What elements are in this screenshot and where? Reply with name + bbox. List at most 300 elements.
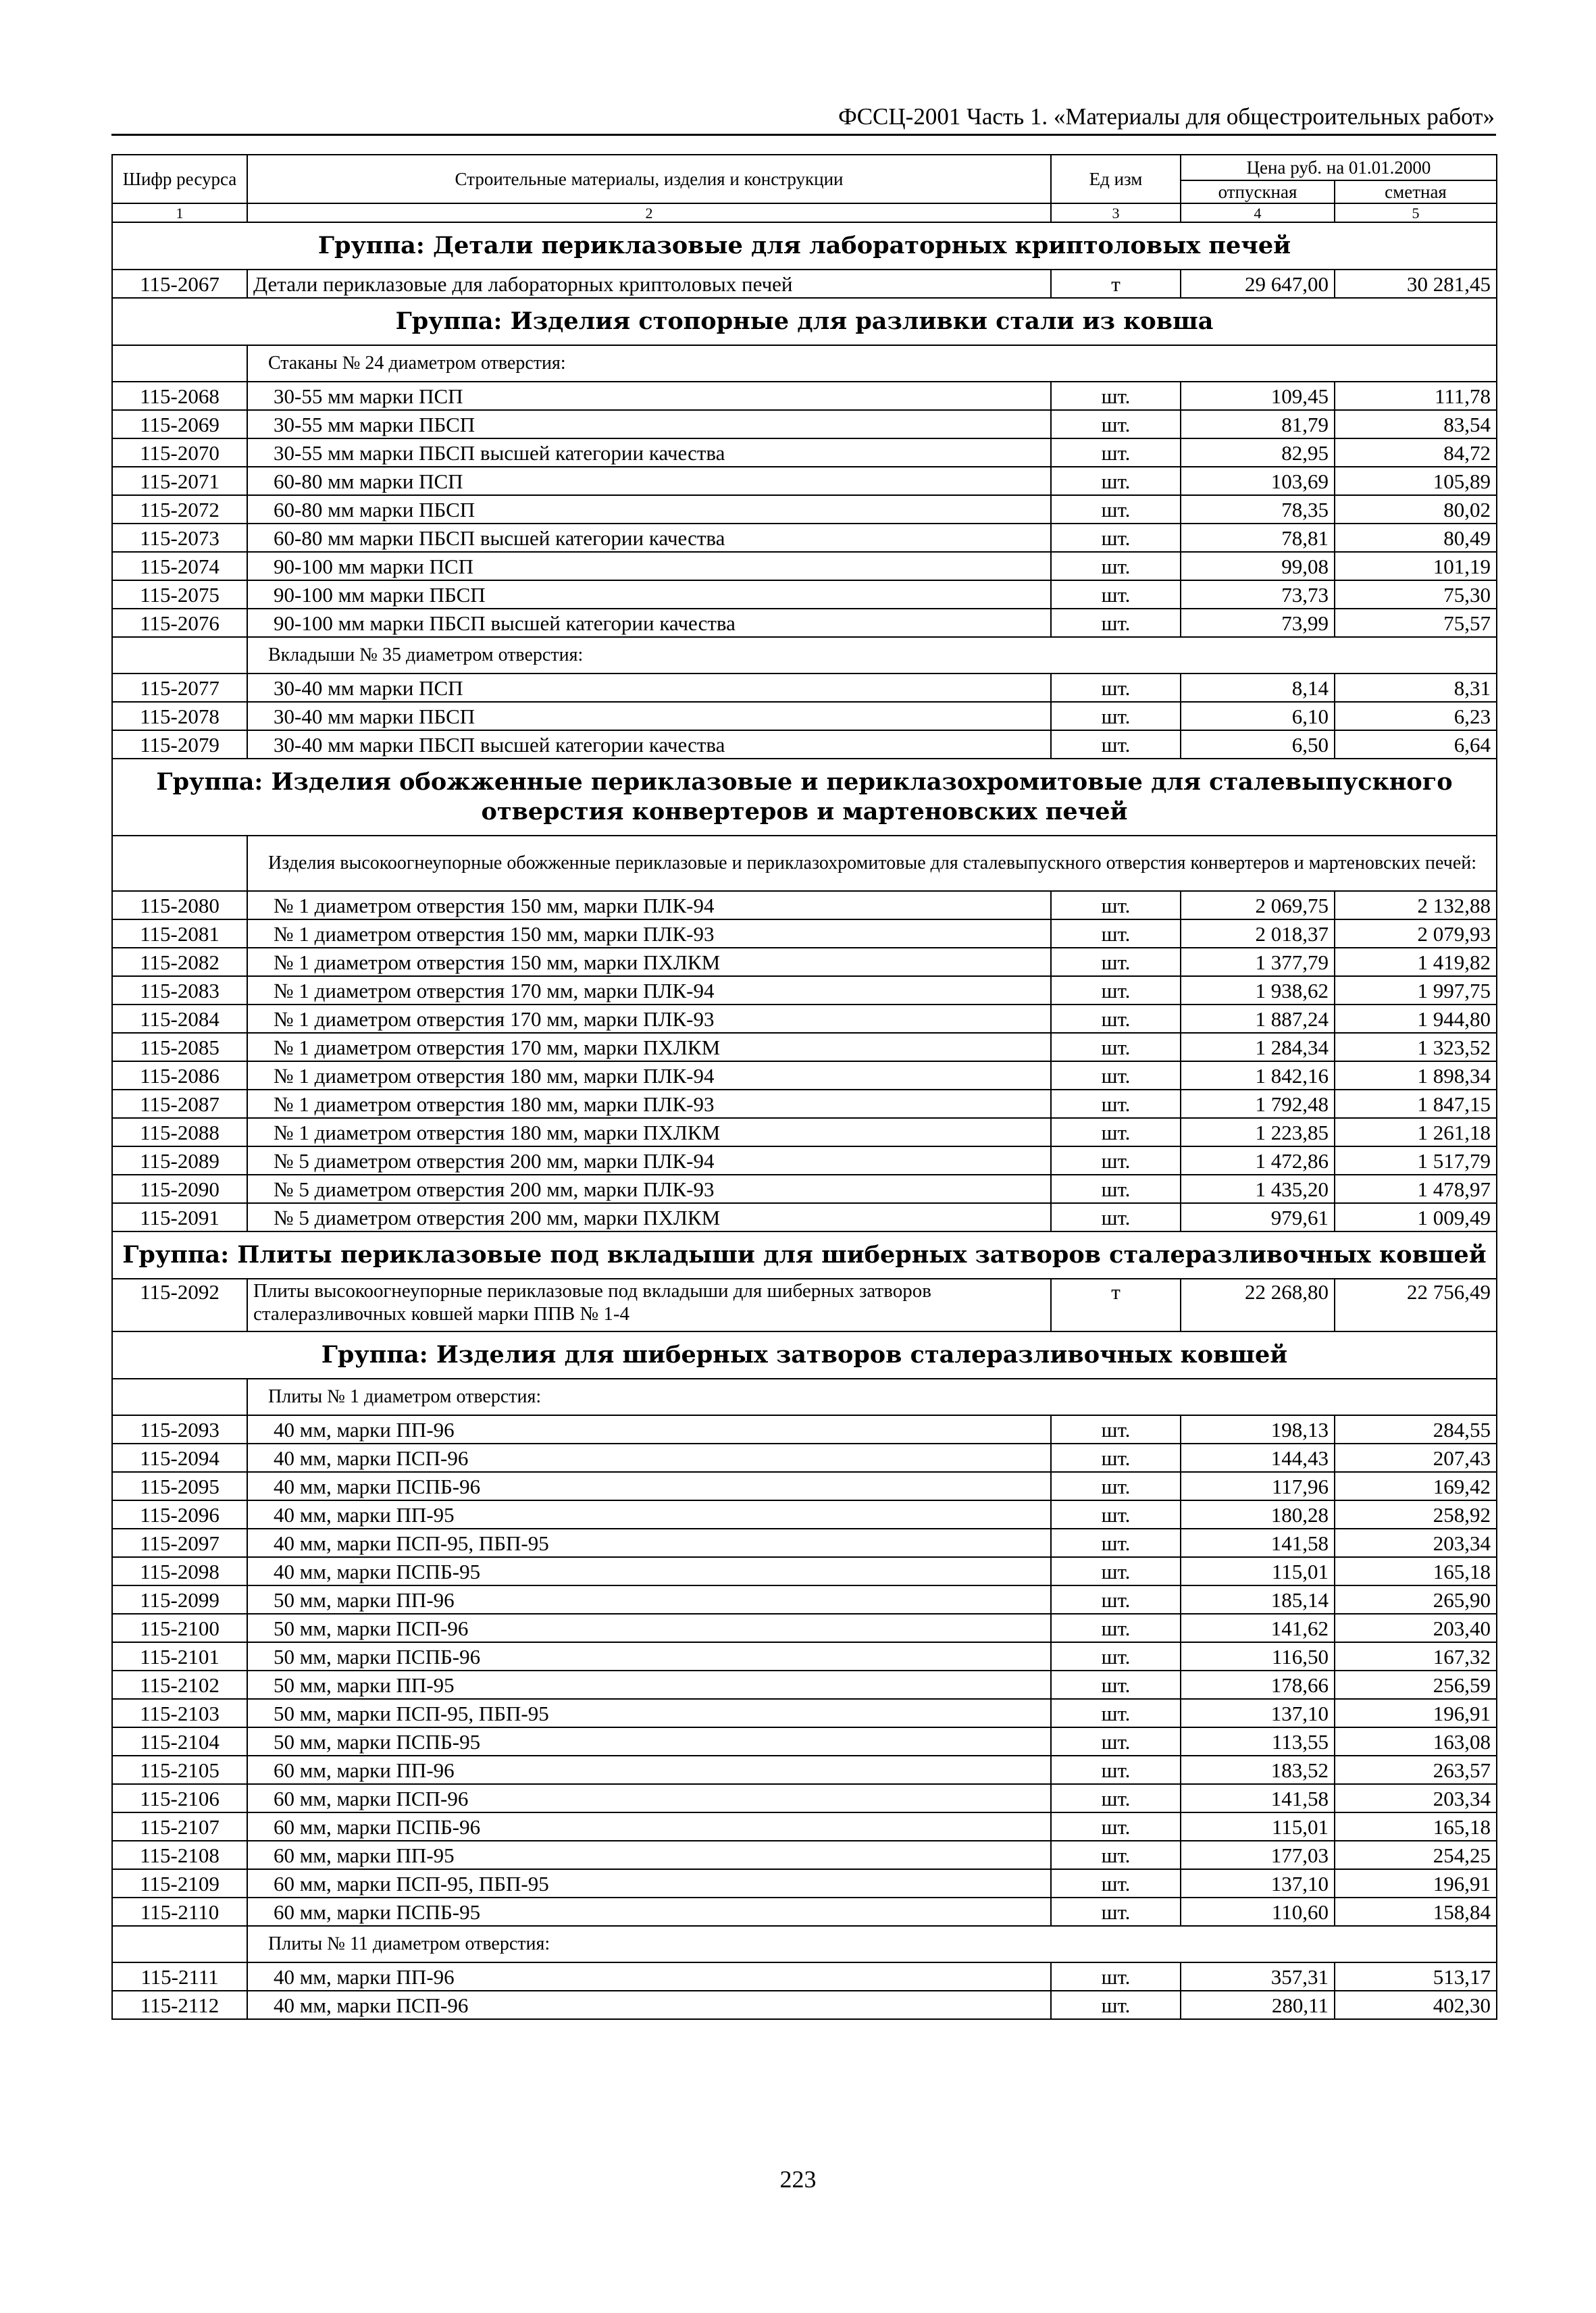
table-row (112, 467, 1497, 495)
resource-code: 115-2104 (112, 1727, 247, 1756)
item-name: № 1 диаметром отверстия 150 мм, марки ПХЛКМ (247, 948, 1051, 976)
resource-code: 115-2098 (112, 1557, 247, 1585)
resource-code: 115-2106 (112, 1784, 247, 1812)
item-unit: т (1051, 1279, 1181, 1331)
item-name: 90-100 мм марки ПБСП (247, 580, 1051, 609)
estimate-price: 1 009,49 (1335, 1203, 1497, 1231)
table-row (112, 438, 1497, 467)
resource-code: 115-2077 (112, 673, 247, 702)
item-unit: шт. (1051, 1415, 1181, 1444)
subheading-text: Вкладыши № 35 диаметром отверстия: (247, 637, 1497, 673)
release-price: 81,79 (1181, 410, 1335, 438)
table-row (112, 552, 1497, 580)
item-name: 30-40 мм марки ПБСП (247, 702, 1051, 730)
group-row (112, 222, 1497, 270)
release-price: 137,10 (1181, 1869, 1335, 1898)
item-name: 40 мм, марки ПП-96 (247, 1415, 1051, 1444)
resource-code: 115-2107 (112, 1812, 247, 1841)
item-name: 50 мм, марки ПП-95 (247, 1671, 1051, 1699)
estimate-price: 254,25 (1335, 1841, 1497, 1869)
release-price: 280,11 (1181, 1991, 1335, 2019)
table-row (112, 1529, 1497, 1557)
table-row (112, 1415, 1497, 1444)
estimate-price: 30 281,45 (1335, 270, 1497, 298)
resource-code: 115-2078 (112, 702, 247, 730)
release-price: 1 792,48 (1181, 1090, 1335, 1118)
page-header: ФССЦ-2001 Часть 1. «Материалы для общестроительных работ» (838, 103, 1495, 130)
empty-cell (112, 345, 247, 382)
release-price: 78,35 (1181, 495, 1335, 524)
resource-code: 115-2074 (112, 552, 247, 580)
item-unit: шт. (1051, 1841, 1181, 1869)
table-row (112, 1727, 1497, 1756)
resource-code: 115-2086 (112, 1061, 247, 1090)
item-unit: шт. (1051, 1203, 1181, 1231)
table-row (112, 673, 1497, 702)
price-table-body (112, 155, 1497, 2019)
table-row (112, 1869, 1497, 1898)
item-unit: шт. (1051, 1642, 1181, 1671)
resource-code: 115-2091 (112, 1203, 247, 1231)
resource-code: 115-2085 (112, 1033, 247, 1061)
item-name: № 1 диаметром отверстия 180 мм, марки ПЛК-94 (247, 1061, 1051, 1090)
estimate-price: 258,92 (1335, 1500, 1497, 1529)
item-name: 60-80 мм марки ПБСП высшей категории качества (247, 524, 1051, 552)
release-price: 6,50 (1181, 730, 1335, 759)
item-unit: шт. (1051, 1614, 1181, 1642)
item-unit: шт. (1051, 702, 1181, 730)
empty-cell (112, 1926, 247, 1962)
table-row (112, 1812, 1497, 1841)
item-name: 40 мм, марки ПСП-96 (247, 1991, 1051, 2019)
resource-code: 115-2111 (112, 1962, 247, 1991)
table-row (112, 1444, 1497, 1472)
empty-cell (112, 1379, 247, 1415)
item-unit: шт. (1051, 552, 1181, 580)
table-row (112, 1898, 1497, 1926)
estimate-price: 1 478,97 (1335, 1175, 1497, 1203)
estimate-price: 1 944,80 (1335, 1005, 1497, 1033)
estimate-price: 284,55 (1335, 1415, 1497, 1444)
table-row (112, 1472, 1497, 1500)
resource-code: 115-2103 (112, 1699, 247, 1727)
release-price: 29 647,00 (1181, 270, 1335, 298)
item-unit: т (1051, 270, 1181, 298)
column-header-estimate: сметная (1335, 180, 1497, 203)
release-price: 113,55 (1181, 1727, 1335, 1756)
item-name: 50 мм, марки ПСПБ-95 (247, 1727, 1051, 1756)
estimate-price: 75,57 (1335, 609, 1497, 637)
item-name: 40 мм, марки ПСПБ-95 (247, 1557, 1051, 1585)
table-row (112, 1061, 1497, 1090)
subheading-row (112, 836, 1497, 891)
release-price: 110,60 (1181, 1898, 1335, 1926)
item-unit: шт. (1051, 730, 1181, 759)
resource-code: 115-2102 (112, 1671, 247, 1699)
release-price: 1 887,24 (1181, 1005, 1335, 1033)
estimate-price: 167,32 (1335, 1642, 1497, 1671)
estimate-price: 101,19 (1335, 552, 1497, 580)
item-unit: шт. (1051, 1727, 1181, 1756)
column-header-release: отпускная (1181, 180, 1335, 203)
estimate-price: 165,18 (1335, 1557, 1497, 1585)
estimate-price: 1 847,15 (1335, 1090, 1497, 1118)
item-name: 50 мм, марки ПСП-96 (247, 1614, 1051, 1642)
price-table-wrapper (111, 154, 1496, 2020)
table-row (112, 1005, 1497, 1033)
item-name: 60 мм, марки ПСПБ-96 (247, 1812, 1051, 1841)
table-row (112, 1962, 1497, 1991)
resource-code: 115-2105 (112, 1756, 247, 1784)
resource-code: 115-2081 (112, 919, 247, 948)
release-price: 1 938,62 (1181, 976, 1335, 1005)
table-row (112, 1699, 1497, 1727)
group-title: Группа: Плиты периклазовые под вкладыши для шиберных затворов сталеразливочных ковшей (112, 1231, 1497, 1279)
table-row (112, 495, 1497, 524)
item-unit: шт. (1051, 891, 1181, 919)
resource-code: 115-2101 (112, 1642, 247, 1671)
estimate-price: 1 517,79 (1335, 1146, 1497, 1175)
table-row (112, 730, 1497, 759)
table-row (112, 1585, 1497, 1614)
estimate-price: 75,30 (1335, 580, 1497, 609)
release-price: 78,81 (1181, 524, 1335, 552)
item-unit: шт. (1051, 1472, 1181, 1500)
resource-code: 115-2096 (112, 1500, 247, 1529)
resource-code: 115-2092 (112, 1279, 247, 1331)
release-price: 116,50 (1181, 1642, 1335, 1671)
resource-code: 115-2069 (112, 410, 247, 438)
table-row (112, 1033, 1497, 1061)
resource-code: 115-2079 (112, 730, 247, 759)
release-price: 1 435,20 (1181, 1175, 1335, 1203)
release-price: 109,45 (1181, 382, 1335, 410)
estimate-price: 203,40 (1335, 1614, 1497, 1642)
release-price: 8,14 (1181, 673, 1335, 702)
estimate-price: 8,31 (1335, 673, 1497, 702)
subheading-row (112, 637, 1497, 673)
estimate-price: 207,43 (1335, 1444, 1497, 1472)
table-row (112, 1118, 1497, 1146)
item-unit: шт. (1051, 1784, 1181, 1812)
estimate-price: 263,57 (1335, 1756, 1497, 1784)
release-price: 185,14 (1181, 1585, 1335, 1614)
item-unit: шт. (1051, 948, 1181, 976)
estimate-price: 203,34 (1335, 1529, 1497, 1557)
item-name: 40 мм, марки ПСП-96 (247, 1444, 1051, 1472)
estimate-price: 165,18 (1335, 1812, 1497, 1841)
item-name: 30-55 мм марки ПБСП (247, 410, 1051, 438)
item-unit: шт. (1051, 1090, 1181, 1118)
item-name: 40 мм, марки ПП-96 (247, 1962, 1051, 1991)
release-price: 6,10 (1181, 702, 1335, 730)
item-unit: шт. (1051, 382, 1181, 410)
release-price: 979,61 (1181, 1203, 1335, 1231)
item-name: 50 мм, марки ПП-96 (247, 1585, 1051, 1614)
item-unit: шт. (1051, 1005, 1181, 1033)
item-name: 60 мм, марки ПП-96 (247, 1756, 1051, 1784)
resource-code: 115-2070 (112, 438, 247, 467)
subheading-row (112, 1379, 1497, 1415)
item-name: 30-40 мм марки ПСП (247, 673, 1051, 702)
item-unit: шт. (1051, 976, 1181, 1005)
release-price: 117,96 (1181, 1472, 1335, 1500)
release-price: 178,66 (1181, 1671, 1335, 1699)
release-price: 141,62 (1181, 1614, 1335, 1642)
estimate-price: 6,23 (1335, 702, 1497, 730)
table-row (112, 976, 1497, 1005)
estimate-price: 1 898,34 (1335, 1061, 1497, 1090)
release-price: 1 472,86 (1181, 1146, 1335, 1175)
item-unit: шт. (1051, 609, 1181, 637)
item-name: № 1 диаметром отверстия 170 мм, марки ПЛК-93 (247, 1005, 1051, 1033)
item-name: 60 мм, марки ПСП-96 (247, 1784, 1051, 1812)
estimate-price: 196,91 (1335, 1869, 1497, 1898)
column-number: 4 (1181, 203, 1335, 222)
release-price: 137,10 (1181, 1699, 1335, 1727)
release-price: 73,73 (1181, 580, 1335, 609)
item-name: 30-55 мм марки ПСП (247, 382, 1051, 410)
item-name: № 1 диаметром отверстия 180 мм, марки ПЛК-93 (247, 1090, 1051, 1118)
page-number: 223 (779, 2166, 817, 2193)
release-price: 1 284,34 (1181, 1033, 1335, 1061)
group-title: Группа: Детали периклазовые для лабораторных криптоловых печей (112, 222, 1497, 270)
item-name: Детали периклазовые для лабораторных криптоловых печей (247, 270, 1051, 298)
estimate-price: 105,89 (1335, 467, 1497, 495)
column-header-price: Цена руб. на 01.01.2000 (1181, 155, 1497, 180)
item-unit: шт. (1051, 1175, 1181, 1203)
item-unit: шт. (1051, 438, 1181, 467)
item-unit: шт. (1051, 1444, 1181, 1472)
resource-code: 115-2068 (112, 382, 247, 410)
resource-code: 115-2080 (112, 891, 247, 919)
estimate-price: 265,90 (1335, 1585, 1497, 1614)
item-name: 40 мм, марки ПП-95 (247, 1500, 1051, 1529)
table-row (112, 1991, 1497, 2019)
item-name: 30-55 мм марки ПБСП высшей категории качества (247, 438, 1051, 467)
release-price: 1 377,79 (1181, 948, 1335, 976)
item-unit: шт. (1051, 919, 1181, 948)
estimate-price: 2 079,93 (1335, 919, 1497, 948)
item-unit: шт. (1051, 1869, 1181, 1898)
item-name: Плиты высокоогнеупорные периклазовые под вкладыши для шиберных затворов сталеразливочных ковшей марки ППВ № 1-4 (247, 1279, 1051, 1331)
resource-code: 115-2075 (112, 580, 247, 609)
release-price: 183,52 (1181, 1756, 1335, 1784)
column-number: 2 (247, 203, 1051, 222)
table-row (112, 1756, 1497, 1784)
subheading-text: Плиты № 11 диаметром отверстия: (247, 1926, 1497, 1962)
column-header-code: Шифр ресурса (112, 155, 247, 203)
release-price: 115,01 (1181, 1812, 1335, 1841)
item-name: № 1 диаметром отверстия 150 мм, марки ПЛК-93 (247, 919, 1051, 948)
column-number: 5 (1335, 203, 1497, 222)
subheading-row (112, 345, 1497, 382)
release-price: 144,43 (1181, 1444, 1335, 1472)
item-unit: шт. (1051, 1812, 1181, 1841)
resource-code: 115-2100 (112, 1614, 247, 1642)
item-name: 60 мм, марки ПСП-95, ПБП-95 (247, 1869, 1051, 1898)
empty-cell (112, 836, 247, 891)
table-row (112, 1614, 1497, 1642)
estimate-price: 513,17 (1335, 1962, 1497, 1991)
table-row (112, 1642, 1497, 1671)
resource-code: 115-2076 (112, 609, 247, 637)
estimate-price: 158,84 (1335, 1898, 1497, 1926)
item-unit: шт. (1051, 524, 1181, 552)
item-unit: шт. (1051, 1756, 1181, 1784)
header-rule (111, 134, 1496, 136)
item-unit: шт. (1051, 1699, 1181, 1727)
group-title: Группа: Изделия для шиберных затворов сталеразливочных ковшей (112, 1331, 1497, 1379)
item-unit: шт. (1051, 1118, 1181, 1146)
item-unit: шт. (1051, 673, 1181, 702)
table-row (112, 382, 1497, 410)
table-row (112, 702, 1497, 730)
item-unit: шт. (1051, 1033, 1181, 1061)
table-row (112, 410, 1497, 438)
item-unit: шт. (1051, 1962, 1181, 1991)
item-name: 60 мм, марки ПСПБ-95 (247, 1898, 1051, 1926)
item-name: 60-80 мм марки ПБСП (247, 495, 1051, 524)
table-row (112, 1500, 1497, 1529)
item-name: 60 мм, марки ПП-95 (247, 1841, 1051, 1869)
table-row (112, 1671, 1497, 1699)
estimate-price: 163,08 (1335, 1727, 1497, 1756)
table-header-row (112, 155, 1497, 180)
resource-code: 115-2110 (112, 1898, 247, 1926)
subheading-text: Плиты № 1 диаметром отверстия: (247, 1379, 1497, 1415)
resource-code: 115-2109 (112, 1869, 247, 1898)
subheading-row (112, 1926, 1497, 1962)
item-name: № 5 диаметром отверстия 200 мм, марки ПЛК-93 (247, 1175, 1051, 1203)
release-price: 141,58 (1181, 1784, 1335, 1812)
estimate-price: 80,02 (1335, 495, 1497, 524)
table-row (112, 1203, 1497, 1231)
resource-code: 115-2083 (112, 976, 247, 1005)
estimate-price: 196,91 (1335, 1699, 1497, 1727)
item-name: 60-80 мм марки ПСП (247, 467, 1051, 495)
resource-code: 115-2094 (112, 1444, 247, 1472)
group-title: Группа: Изделия стопорные для разливки стали из ковша (112, 298, 1497, 345)
column-number: 3 (1051, 203, 1181, 222)
release-price: 180,28 (1181, 1500, 1335, 1529)
estimate-price: 22 756,49 (1335, 1279, 1497, 1331)
column-header-unit: Ед изм (1051, 155, 1181, 203)
resource-code: 115-2072 (112, 495, 247, 524)
group-row (112, 298, 1497, 345)
column-header-name: Строительные материалы, изделия и конструкции (247, 155, 1051, 203)
subheading-text: Стаканы № 24 диаметром отверстия: (247, 345, 1497, 382)
resource-code: 115-2073 (112, 524, 247, 552)
price-table (111, 154, 1497, 2020)
item-unit: шт. (1051, 1146, 1181, 1175)
release-price: 177,03 (1181, 1841, 1335, 1869)
group-row (112, 1331, 1497, 1379)
empty-cell (112, 637, 247, 673)
release-price: 141,58 (1181, 1529, 1335, 1557)
resource-code: 115-2067 (112, 270, 247, 298)
release-price: 198,13 (1181, 1415, 1335, 1444)
estimate-price: 80,49 (1335, 524, 1497, 552)
table-row (112, 919, 1497, 948)
item-name: № 5 диаметром отверстия 200 мм, марки ПЛК-94 (247, 1146, 1051, 1175)
table-row (112, 609, 1497, 637)
item-unit: шт. (1051, 1500, 1181, 1529)
estimate-price: 6,64 (1335, 730, 1497, 759)
table-row (112, 1557, 1497, 1585)
resource-code: 115-2088 (112, 1118, 247, 1146)
item-unit: шт. (1051, 1061, 1181, 1090)
estimate-price: 256,59 (1335, 1671, 1497, 1699)
item-name: 50 мм, марки ПСПБ-96 (247, 1642, 1051, 1671)
resource-code: 115-2099 (112, 1585, 247, 1614)
estimate-price: 84,72 (1335, 438, 1497, 467)
group-row (112, 759, 1497, 836)
release-price: 82,95 (1181, 438, 1335, 467)
estimate-price: 83,54 (1335, 410, 1497, 438)
release-price: 2 018,37 (1181, 919, 1335, 948)
item-unit: шт. (1051, 1585, 1181, 1614)
release-price: 2 069,75 (1181, 891, 1335, 919)
table-row (112, 1090, 1497, 1118)
subheading-text: Изделия высокоогнеупорные обожженные периклазовые и периклазохромитовые для сталевыпускного отверстия конвертеров и мартеновских печей: (247, 836, 1497, 891)
estimate-price: 1 419,82 (1335, 948, 1497, 976)
estimate-price: 169,42 (1335, 1472, 1497, 1500)
table-row (112, 1279, 1497, 1331)
item-name: № 5 диаметром отверстия 200 мм, марки ПХЛКМ (247, 1203, 1051, 1231)
resource-code: 115-2095 (112, 1472, 247, 1500)
resource-code: 115-2089 (112, 1146, 247, 1175)
item-name: 50 мм, марки ПСП-95, ПБП-95 (247, 1699, 1051, 1727)
release-price: 1 842,16 (1181, 1061, 1335, 1090)
item-unit: шт. (1051, 1557, 1181, 1585)
item-name: 90-100 мм марки ПСП (247, 552, 1051, 580)
item-unit: шт. (1051, 495, 1181, 524)
estimate-price: 402,30 (1335, 1991, 1497, 2019)
table-row (112, 580, 1497, 609)
group-title: Группа: Изделия обожженные периклазовые и периклазохромитовые для сталевыпускного отверстия конвертеров и мартеновских печей (112, 759, 1497, 836)
item-unit: шт. (1051, 580, 1181, 609)
table-row (112, 1784, 1497, 1812)
table-row (112, 270, 1497, 298)
resource-code: 115-2112 (112, 1991, 247, 2019)
table-row (112, 524, 1497, 552)
resource-code: 115-2093 (112, 1415, 247, 1444)
estimate-price: 1 323,52 (1335, 1033, 1497, 1061)
resource-code: 115-2108 (112, 1841, 247, 1869)
column-number: 1 (112, 203, 247, 222)
release-price: 22 268,80 (1181, 1279, 1335, 1331)
estimate-price: 1 261,18 (1335, 1118, 1497, 1146)
release-price: 99,08 (1181, 552, 1335, 580)
estimate-price: 1 997,75 (1335, 976, 1497, 1005)
release-price: 357,31 (1181, 1962, 1335, 1991)
item-name: № 1 диаметром отверстия 150 мм, марки ПЛК-94 (247, 891, 1051, 919)
resource-code: 115-2087 (112, 1090, 247, 1118)
item-name: 40 мм, марки ПСП-95, ПБП-95 (247, 1529, 1051, 1557)
item-name: 30-40 мм марки ПБСП высшей категории качества (247, 730, 1051, 759)
estimate-price: 111,78 (1335, 382, 1497, 410)
table-row (112, 1146, 1497, 1175)
column-number-row (112, 203, 1497, 222)
release-price: 115,01 (1181, 1557, 1335, 1585)
item-unit: шт. (1051, 1991, 1181, 2019)
item-name: 40 мм, марки ПСПБ-96 (247, 1472, 1051, 1500)
table-row (112, 1841, 1497, 1869)
estimate-price: 203,34 (1335, 1784, 1497, 1812)
table-row (112, 1175, 1497, 1203)
item-name: № 1 диаметром отверстия 180 мм, марки ПХЛКМ (247, 1118, 1051, 1146)
